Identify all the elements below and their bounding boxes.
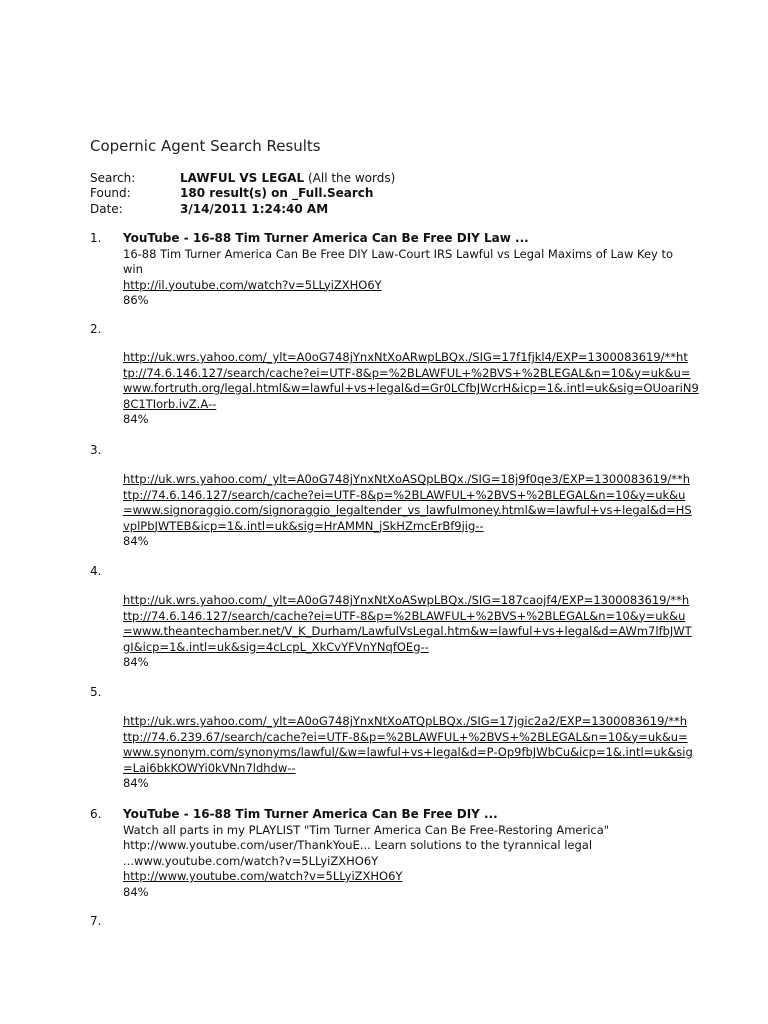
result-item: [123, 472, 692, 550]
result-score: 84%: [123, 884, 149, 899]
date-value: 3/14/2011 1:24:40 AM: [180, 202, 329, 216]
result-link[interactable]: http://uk.wrs.yahoo.com/_ylt=A0oG748jYnxNtXoARwpLBQx./SIG=17f1fjkl4/EXP=1300083619/**ht: [123, 350, 688, 364]
result-score: 84%: [123, 655, 149, 669]
result-description: 16-88 Tim Turner America Can Be Free DIY Law-Court IRS Lawful vs Legal Maxims of Law Key to win: [123, 246, 674, 276]
result-title[interactable]: YouTube - 16-88 Tim Turner America Can Be Free DIY ...: [123, 807, 498, 821]
found-value: 180 result(s) on _Full.Search: [180, 186, 374, 200]
result-score: 84%: [123, 412, 149, 426]
result-number: 7.: [90, 914, 102, 928]
result-number: 4.: [90, 564, 102, 578]
search-note: (All the words): [307, 171, 396, 185]
result-number: 2.: [90, 322, 102, 336]
result-link[interactable]: =Lai6bkKOWYi0kVNn7ldhdw--: [123, 760, 296, 775]
date-value-wrap: [180, 201, 328, 217]
result-number: 6.: [90, 807, 102, 821]
result-number: 1.: [90, 231, 102, 245]
result-link[interactable]: ttp://74.6.239.67/search/cache?ei=UTF-8&p=%2BLAWFUL+%2BVS+%2BLEGAL&n=10&y=uk&u=: [123, 729, 688, 744]
result-title[interactable]: YouTube - 16-88 Tim Turner America Can Be Free DIY Law ...: [123, 231, 529, 245]
result-item: [123, 714, 693, 792]
result-number: 3.: [90, 443, 102, 457]
result-item: [123, 231, 683, 309]
result-item: [123, 593, 692, 671]
result-link[interactable]: www.synonym.com/synonyms/lawful/&w=lawful+vs+legal&d=P-Op9fbJWbCu&icp=1&.intl=uk&sig: [123, 745, 693, 759]
result-link[interactable]: =www.theantechamber.net/V_K_Durham/LawfulVsLegal.htm&w=lawful+vs+legal&d=AWm7lfbJWT: [123, 624, 692, 638]
found-value-wrap: [180, 185, 373, 201]
result-link[interactable]: http://uk.wrs.yahoo.com/_ylt=A0oG748jYnxNtXoASQpLBQx./SIG=18j9f0qe3/EXP=1300083619/**h: [123, 472, 691, 486]
result-number: 5.: [90, 685, 102, 699]
result-description: http://www.youtube.com/user/ThankYouE... Learn solutions to the tyrannical legal: [123, 838, 593, 852]
result-link[interactable]: gI&icp=1&.intl=uk&sig=4cLcpL_XkCvYFVnYNqfOEg--: [123, 639, 429, 654]
date-label: Date:: [90, 202, 123, 216]
page-title: Copernic Agent Search Results: [90, 137, 321, 155]
found-label: Found:: [90, 186, 131, 200]
search-value: LAWFUL VS LEGAL: [180, 171, 305, 185]
result-score: 84%: [123, 776, 149, 790]
result-link[interactable]: ttp://74.6.146.127/search/cache?ei=UTF-8&p=%2BLAWFUL+%2BVS+%2BLEGAL&n=10&y=uk&u: [123, 608, 686, 623]
result-link[interactable]: http://uk.wrs.yahoo.com/_ylt=A0oG748jYnxNtXoASwpLBQx./SIG=187caojf4/EXP=1300083619/**h: [123, 593, 690, 607]
result-link[interactable]: http://il.youtube.com/watch?v=5LLyiZXHO6Y: [123, 277, 382, 292]
result-score: 86%: [123, 293, 149, 307]
result-description: ...www.youtube.com/watch?v=5LLyiZXHO6Y: [123, 853, 379, 868]
result-link[interactable]: tp://74.6.146.127/search/cache?ei=UTF-8&p=%2BLAWFUL+%2BVS+%2BLEGAL&n=10&y=uk&u=: [123, 365, 691, 380]
result-score: 84%: [123, 534, 149, 548]
result-link[interactable]: http://www.youtube.com/watch?v=5LLyiZXHO6Y: [123, 869, 403, 883]
result-link[interactable]: http://uk.wrs.yahoo.com/_ylt=A0oG748jYnxNtXoATQpLBQx./SIG=17jgic2a2/EXP=1300083619/**h: [123, 714, 688, 728]
result-link[interactable]: ttp://74.6.146.127/search/cache?ei=UTF-8&p=%2BLAWFUL+%2BVS+%2BLEGAL&n=10&y=uk&u: [123, 487, 686, 502]
result-item: [123, 807, 683, 900]
search-value-wrap: [180, 170, 395, 186]
result-link[interactable]: =www.signoraggio.com/signoraggio_legaltender_vs_lawfulmoney.html&w=lawful+vs+legal&d=HS: [123, 503, 692, 517]
result-link[interactable]: 8C1TIorb.ivZ.A--: [123, 396, 217, 411]
search-label: Search:: [90, 171, 136, 185]
result-item: [123, 350, 699, 428]
result-description: Watch all parts in my PLAYLIST "Tim Turner America Can Be Free-Restoring America": [123, 822, 610, 837]
result-link[interactable]: www.fortruth.org/legal.html&w=lawful+vs+legal&d=Gr0LCfbJWcrH&icp=1&.intl=uk&sig=OUoariN9: [123, 381, 699, 395]
result-link[interactable]: vplPbJWTEB&icp=1&.intl=uk&sig=HrAMMN_jSkHZmcErBf9jig--: [123, 518, 484, 533]
